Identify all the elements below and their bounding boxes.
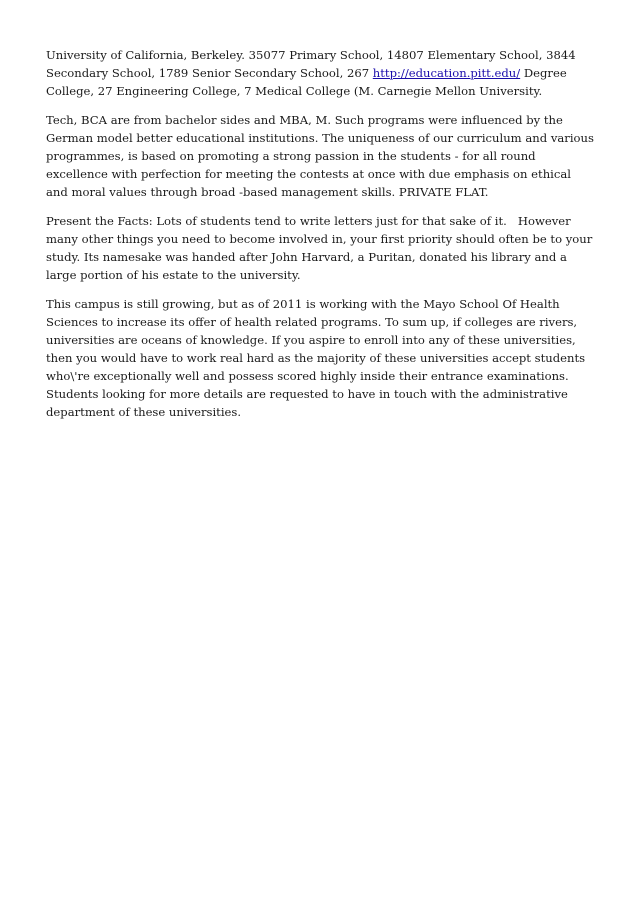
education-pitt-link[interactable]: http://education.pitt.edu/ [372,66,521,80]
paragraph-4: This campus is still growing, but as of 2011 is working with the Mayo School Of Health Sciences to increase its offer of health related programs. To sum up, if colleges are rivers, universities are oceans of knowledge. If you aspire to enroll into any of these universities, then you would have to work real hard as the majority of these universities accept students who\'re exceptionally well and possess scored highly inside their entrance examinations. Students looking for more details are requested to have in touch with the administrative department of these universities. [46,297,586,419]
paragraph-1-text-before-link: University of California, Berkeley. 35077 Primary School, 14807 Elementary School, 3844 Secondary School, 1789 Senior Secondary School, 267 [46,48,576,80]
document-body [46,46,594,432]
paragraph-1 [46,46,594,100]
paragraph-3: Present the Facts: Lots of students tend to write letters just for that sake of it. However many other things you need to become involved in, your first priority should often be to your study. Its namesake was handed after John Harvard, a Puritan, donated his library and a large portion of his estate to the university. [46,214,596,282]
paragraph-2: Tech, BCA are from bachelor sides and MBA, M. Such programs were influenced by the German model better educational institutions. The uniqueness of our curriculum and various programmes, is based on promoting a strong passion in the students - for all round excellence with perfection for meeting the contests at once with due emphasis on ethical and moral values through broad -based management skills. PRIVATE FLAT. [46,113,594,199]
paragraph-1-text-after-link: Degree College, 27 Engineering College, 7 Medical College (M. Carnegie Mellon University. [46,66,567,98]
